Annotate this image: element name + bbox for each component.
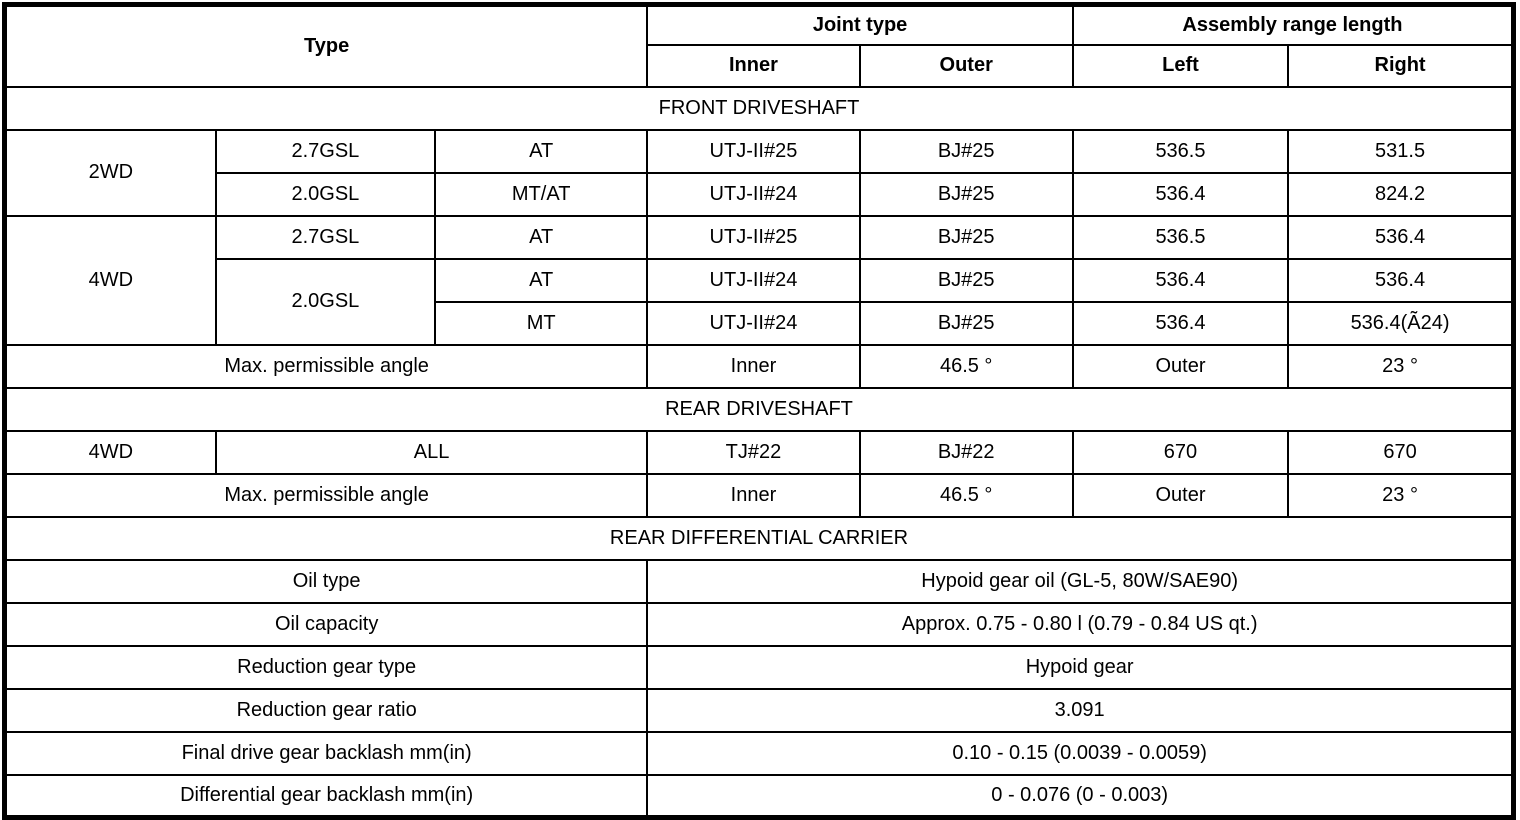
col-header-joint-type: Joint type — [647, 5, 1073, 45]
section-row-front-driveshaft — [5, 87, 1514, 130]
spec-label: Reduction gear ratio — [5, 689, 648, 732]
max-angle-inner-value: 46.5 ° — [860, 345, 1073, 388]
cell-length-left: 670 — [1073, 431, 1288, 474]
driveshaft-spec-table — [2, 2, 1516, 820]
cell-length-right: 536.4(Ã24) — [1288, 302, 1513, 345]
section-title-rear-differential-carrier: REAR DIFFERENTIAL CARRIER — [5, 517, 1514, 560]
table-row — [5, 431, 1514, 474]
cell-engine: 2.7GSL — [216, 130, 435, 173]
col-header-assembly-range-length: Assembly range length — [1073, 5, 1514, 45]
max-angle-outer-label: Outer — [1073, 474, 1288, 517]
cell-transmission: AT — [435, 130, 647, 173]
max-angle-outer-value: 23 ° — [1288, 474, 1513, 517]
section-title-front-driveshaft: FRONT DRIVESHAFT — [5, 87, 1514, 130]
cell-drive-type: 4WD — [5, 431, 216, 474]
table-row — [5, 259, 1514, 302]
spec-label: Differential gear backlash mm(in) — [5, 775, 648, 818]
max-angle-row-rear — [5, 474, 1514, 517]
header-row-groups — [5, 5, 1514, 45]
max-angle-inner-label: Inner — [647, 474, 859, 517]
cell-drive-type: 2WD — [5, 130, 216, 216]
cell-joint-outer: BJ#22 — [860, 431, 1073, 474]
cell-joint-inner: UTJ-II#24 — [647, 173, 859, 216]
spec-label: Reduction gear type — [5, 646, 648, 689]
section-title-rear-driveshaft: REAR DRIVESHAFT — [5, 388, 1514, 431]
cell-transmission: AT — [435, 259, 647, 302]
col-header-outer: Outer — [860, 45, 1073, 87]
col-header-left: Left — [1073, 45, 1288, 87]
spec-value: 0.10 - 0.15 (0.0039 - 0.0059) — [647, 732, 1513, 775]
section-row-rear-differential-carrier — [5, 517, 1514, 560]
cell-joint-outer: BJ#25 — [860, 259, 1073, 302]
col-header-right: Right — [1288, 45, 1513, 87]
max-angle-row-front — [5, 345, 1514, 388]
cell-length-right: 536.4 — [1288, 259, 1513, 302]
cell-engine: 2.7GSL — [216, 216, 435, 259]
cell-joint-outer: BJ#25 — [860, 302, 1073, 345]
table-row — [5, 130, 1514, 173]
spec-value: Approx. 0.75 - 0.80 l (0.79 - 0.84 US qt.) — [647, 603, 1513, 646]
spec-label: Final drive gear backlash mm(in) — [5, 732, 648, 775]
cell-joint-outer: BJ#25 — [860, 216, 1073, 259]
spec-value: 0 - 0.076 (0 - 0.003) — [647, 775, 1513, 818]
section-row-rear-driveshaft — [5, 388, 1514, 431]
cell-joint-outer: BJ#25 — [860, 173, 1073, 216]
spec-row-final-drive-gear-backlash — [5, 732, 1514, 775]
spec-row-oil-type — [5, 560, 1514, 603]
cell-joint-inner: UTJ-II#25 — [647, 216, 859, 259]
max-angle-outer-value: 23 ° — [1288, 345, 1513, 388]
max-angle-outer-label: Outer — [1073, 345, 1288, 388]
cell-transmission: MT/AT — [435, 173, 647, 216]
cell-joint-outer: BJ#25 — [860, 130, 1073, 173]
cell-joint-inner: UTJ-II#24 — [647, 259, 859, 302]
table-row — [5, 216, 1514, 259]
cell-length-left: 536.4 — [1073, 259, 1288, 302]
cell-joint-inner: TJ#22 — [647, 431, 859, 474]
cell-length-left: 536.4 — [1073, 302, 1288, 345]
spec-row-reduction-gear-type — [5, 646, 1514, 689]
cell-length-right: 670 — [1288, 431, 1513, 474]
table-row — [5, 173, 1514, 216]
spec-value: Hypoid gear oil (GL-5, 80W/SAE90) — [647, 560, 1513, 603]
cell-transmission: MT — [435, 302, 647, 345]
cell-engine: 2.0GSL — [216, 173, 435, 216]
cell-length-left: 536.5 — [1073, 216, 1288, 259]
cell-engine: ALL — [216, 431, 648, 474]
cell-engine: 2.0GSL — [216, 259, 435, 345]
col-header-inner: Inner — [647, 45, 859, 87]
cell-transmission: AT — [435, 216, 647, 259]
cell-length-left: 536.5 — [1073, 130, 1288, 173]
cell-length-right: 536.4 — [1288, 216, 1513, 259]
cell-length-right: 824.2 — [1288, 173, 1513, 216]
spec-row-reduction-gear-ratio — [5, 689, 1514, 732]
max-angle-label: Max. permissible angle — [5, 345, 648, 388]
cell-joint-inner: UTJ-II#25 — [647, 130, 859, 173]
spec-row-differential-gear-backlash — [5, 775, 1514, 818]
max-angle-label: Max. permissible angle — [5, 474, 648, 517]
spec-value: Hypoid gear — [647, 646, 1513, 689]
max-angle-inner-label: Inner — [647, 345, 859, 388]
cell-joint-inner: UTJ-II#24 — [647, 302, 859, 345]
driveshaft-spec-page — [0, 2, 1520, 820]
cell-length-left: 536.4 — [1073, 173, 1288, 216]
cell-length-right: 531.5 — [1288, 130, 1513, 173]
cell-drive-type: 4WD — [5, 216, 216, 345]
spec-label: Oil capacity — [5, 603, 648, 646]
spec-value: 3.091 — [647, 689, 1513, 732]
col-header-type: Type — [5, 5, 648, 87]
max-angle-inner-value: 46.5 ° — [860, 474, 1073, 517]
spec-row-oil-capacity — [5, 603, 1514, 646]
spec-label: Oil type — [5, 560, 648, 603]
